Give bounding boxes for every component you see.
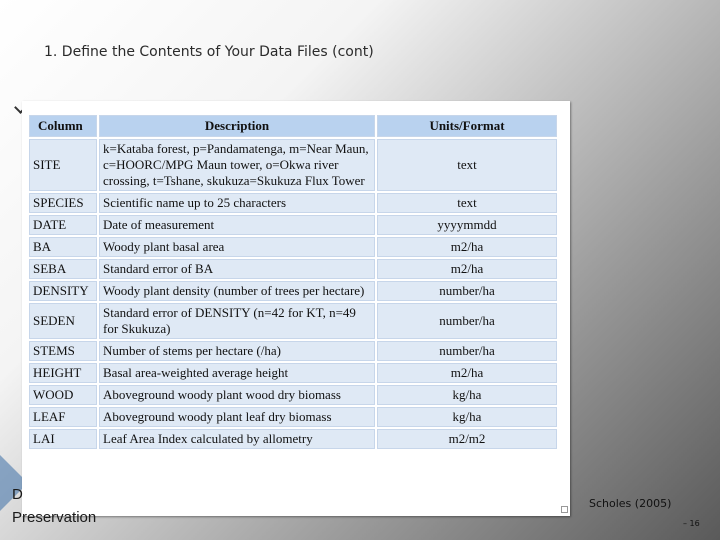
column-name-cell: SITE [29,139,97,191]
units-cell: yyyymmdd [377,215,557,235]
description-cell: Scientific name up to 25 characters [99,193,375,213]
column-name-cell: HEIGHT [29,363,97,383]
description-cell: Woody plant density (number of trees per hectare) [99,281,375,301]
units-cell: number/ha [377,341,557,361]
table-row [29,237,557,257]
description-cell: Leaf Area Index calculated by allometry [99,429,375,449]
page-number: – 16 [683,519,700,528]
table-row [29,385,557,405]
units-cell: text [377,139,557,191]
left-text-fragment: D [12,486,23,503]
table-row [29,429,557,449]
column-name-cell: LEAF [29,407,97,427]
column-header-units: Units/Format [377,115,557,137]
table-header-row [29,115,557,137]
table-row [29,259,557,279]
citation: Scholes (2005) [589,497,672,510]
table-row [29,363,557,383]
column-name-cell: SEDEN [29,303,97,339]
column-name-cell: DENSITY [29,281,97,301]
description-cell: Woody plant basal area [99,237,375,257]
description-cell: Standard error of BA [99,259,375,279]
description-cell: Aboveground woody plant wood dry biomass [99,385,375,405]
column-name-cell: DATE [29,215,97,235]
column-name-cell: STEMS [29,341,97,361]
description-cell: Standard error of DENSITY (n=42 for KT, n=49 for Skukuza) [99,303,375,339]
column-name-cell: WOOD [29,385,97,405]
table-row [29,193,557,213]
table-row [29,215,557,235]
description-cell: k=Kataba forest, p=Pandamatenga, m=Near Maun, c=HOORC/MPG Maun tower, o=Okwa river crossing, t=Tshane, skukuza=Skukuza Flux Tower [99,139,375,191]
units-cell: kg/ha [377,385,557,405]
resize-handle [561,506,568,513]
description-cell: Aboveground woody plant leaf dry biomass [99,407,375,427]
table-row [29,407,557,427]
table-row [29,281,557,301]
table-image-panel [22,101,570,516]
column-header-description: Description [99,115,375,137]
column-name-cell: BA [29,237,97,257]
units-cell: text [377,193,557,213]
slide-title: 1. Define the Contents of Your Data Files (cont) [44,44,374,60]
units-cell: m2/ha [377,363,557,383]
units-cell: kg/ha [377,407,557,427]
column-header-column: Column [29,115,97,137]
table-row [29,303,557,339]
description-cell: Date of measurement [99,215,375,235]
description-cell: Basal area-weighted average height [99,363,375,383]
table-row [29,341,557,361]
column-name-cell: LAI [29,429,97,449]
units-cell: number/ha [377,303,557,339]
units-cell: m2/ha [377,259,557,279]
units-cell: number/ha [377,281,557,301]
units-cell: m2/m2 [377,429,557,449]
column-name-cell: SPECIES [29,193,97,213]
data-dictionary-table [27,113,559,451]
table-row [29,139,557,191]
left-text-preservation: Preservation [12,509,97,526]
description-cell: Number of stems per hectare (/ha) [99,341,375,361]
column-name-cell: SEBA [29,259,97,279]
units-cell: m2/ha [377,237,557,257]
